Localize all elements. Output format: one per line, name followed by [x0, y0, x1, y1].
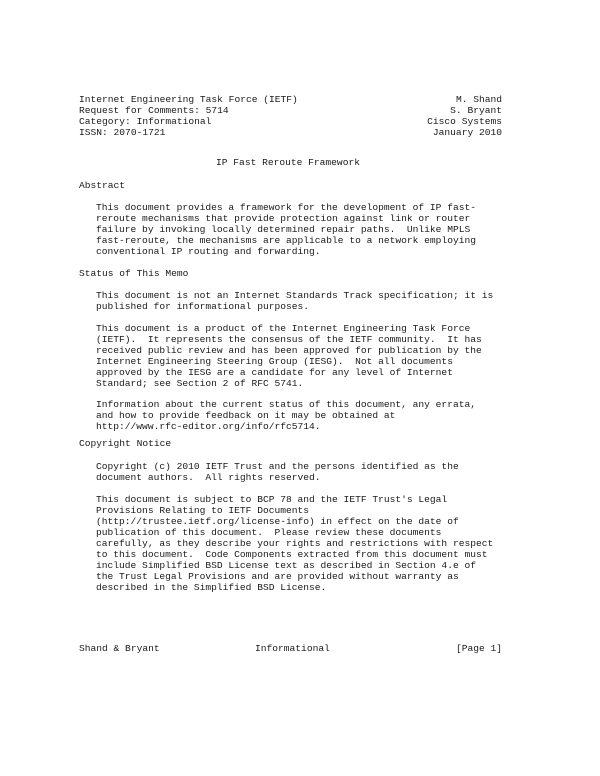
copyright-line: carefully, as they describe your rights and restrictions with respect: [96, 538, 494, 549]
header-left-line: Category: Informational: [79, 116, 212, 127]
copyright-heading: Copyright Notice: [79, 438, 172, 449]
copyright-line: include Simplified BSD License text as described in Section 4.e of: [96, 560, 476, 571]
copyright-line: Copyright (c) 2010 IETF Trust and the persons identified as the: [96, 461, 459, 472]
copyright-line: described in the Simplified BSD License.: [96, 582, 327, 593]
status-line: and how to provide feedback on it may be obtained at: [96, 410, 396, 421]
footer-category: Informational: [255, 643, 330, 654]
status-line: received public review and has been approved for publication by the: [96, 345, 482, 356]
status-heading: Status of This Memo: [79, 268, 189, 279]
copyright-line: the Trust Legal Provisions and are provided without warranty as: [96, 571, 459, 582]
footer-authors: Shand & Bryant: [79, 643, 160, 654]
status-line: approved by the IESG are a candidate for any level of Internet: [96, 367, 453, 378]
abstract-line: fast-reroute, the mechanisms are applicable to a network employing: [96, 235, 476, 246]
header-left-line: Request for Comments: 5714: [79, 105, 229, 116]
copyright-line: document authors. All rights reserved.: [96, 472, 321, 483]
abstract-line: reroute mechanisms that provide protection against link or router: [96, 213, 471, 224]
footer-page-number: [Page 1]: [455, 643, 502, 654]
header-right-line: M. Shand: [455, 94, 502, 105]
header-right-line: Cisco Systems: [427, 116, 502, 127]
status-line: Internet Engineering Steering Group (IESG). Not all documents: [96, 356, 453, 367]
status-line: http://www.rfc-editor.org/info/rfc5714.: [96, 421, 321, 432]
status-line: (IETF). It represents the consensus of the IETF community. It has: [96, 334, 482, 345]
status-line: This document is a product of the Internet Engineering Task Force: [96, 323, 471, 334]
copyright-line: to this document. Code Components extracted from this document must: [96, 549, 488, 560]
copyright-line: publication of this document. Please review these documents: [96, 527, 442, 538]
abstract-heading: Abstract: [79, 180, 126, 191]
status-line: published for informational purposes.: [96, 301, 310, 312]
status-line: Information about the current status of this document, any errata,: [96, 399, 476, 410]
header-right-line: S. Bryant: [450, 105, 502, 116]
abstract-line: conventional IP routing and forwarding.: [96, 246, 321, 257]
document-title: IP Fast Reroute Framework: [216, 157, 360, 168]
copyright-line: Provisions Relating to IETF Documents: [96, 505, 310, 516]
header-left-line: ISSN: 2070-1721: [79, 127, 166, 138]
header-right-line: January 2010: [432, 127, 502, 138]
copyright-line: This document is subject to BCP 78 and the IETF Trust's Legal: [96, 494, 448, 505]
status-line: This document is not an Internet Standards Track specification; it is: [96, 290, 494, 301]
copyright-line: (http://trustee.ietf.org/license-info) in effect on the date of: [96, 516, 459, 527]
header-left-line: Internet Engineering Task Force (IETF): [79, 94, 298, 105]
abstract-line: failure by invoking locally determined repair paths. Unlike MPLS: [96, 224, 471, 235]
abstract-line: This document provides a framework for the development of IP fast-: [96, 202, 476, 213]
status-line: Standard; see Section 2 of RFC 5741.: [96, 378, 304, 389]
